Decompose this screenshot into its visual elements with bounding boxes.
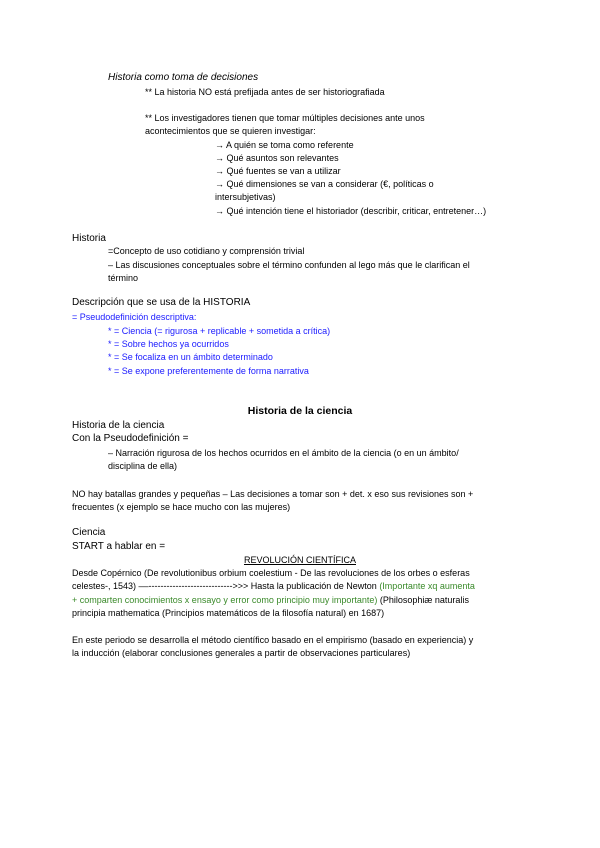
subheading-historia-ciencia: Historia de la ciencia — [72, 420, 165, 431]
pseudodefinicion-label: = Pseudodefinición descriptiva: — [72, 312, 197, 322]
ciencia-label: Ciencia — [72, 527, 106, 538]
narracion-line1: – Narración rigurosa de los hechos ocurridos en el ámbito de la ciencia (o en un ámbito/ — [108, 448, 459, 458]
arrow-item: → Qué dimensiones se van a considerar (€, políticas o — [215, 179, 434, 189]
desde-line1: Desde Copérnico (De revolutionibus orbium coelestium - De las revoluciones de los orbes o esferas — [72, 568, 470, 578]
page-title: Historia de la ciencia — [247, 405, 353, 417]
desde-line2-green: (Importante xq aumenta — [379, 581, 475, 591]
historia-discusiones: – Las discusiones conceptuales sobre el término confunden al lego más que le clarifican el — [108, 260, 470, 270]
arrow-item: → Qué intención tiene el historiador (describir, criticar, entretener…) — [215, 206, 487, 216]
historia-concepto: =Concepto de uso cotidiano y comprensión trivial — [108, 246, 305, 256]
desde-line4: principia mathematica (Principios matemáticos de la filosofía natural) en 1687) — [72, 608, 385, 618]
batallas-line1: NO hay batallas grandes y pequeñas – Las decisiones a tomar son + det. x eso sus revisiones son + — [72, 489, 474, 499]
desde-line2 — [72, 580, 475, 592]
narracion-line2: disciplina de ella) — [108, 461, 178, 471]
revolucion-cientifica-heading: REVOLUCIÓN CIENTÍFICA — [243, 555, 356, 565]
batallas-line2: frecuentes (x ejemplo se hace mucho con las mujeres) — [72, 502, 291, 512]
pseudo-item: * = Se focaliza en un ámbito determinado — [108, 352, 273, 362]
desde-line2-text: celestes-, 1543) ––---------------------------->>> Hasta la publicación de Newton — [72, 581, 380, 591]
arrow-item-continuation: intersubjetivas) — [215, 192, 276, 202]
note-investigadores-line1: ** Los investigadores tienen que tomar múltiples decisiones ante unos — [145, 113, 425, 123]
desde-line3-green: + comparten conocimientos x ensayo y error como principio muy importante) — [72, 595, 378, 605]
pseudo-item: * = Se expone preferentemente de forma narrativa — [108, 366, 309, 376]
note-investigadores-line2: acontecimientos que se quieren investigar: — [145, 126, 316, 136]
arrow-item: → Qué fuentes se van a utilizar — [215, 166, 341, 176]
section-heading-historia: Historia — [72, 233, 106, 244]
start-label: START a hablar en = — [72, 541, 166, 552]
historia-termino: término — [108, 273, 139, 283]
note-prefijada: ** La historia NO está prefijada antes de ser historiografiada — [145, 87, 385, 97]
pseudo-item: * = Ciencia (= rigurosa + replicable + sometida a crítica) — [108, 326, 331, 336]
desde-line3-text: (Philosophiæ naturalis — [377, 595, 469, 605]
desde-line3 — [72, 594, 469, 606]
arrow-item: → Qué asuntos son relevantes — [215, 153, 339, 163]
section-heading-descripcion: Descripción que se usa de la HISTORIA — [72, 297, 251, 308]
section-heading-toma-decisiones: Historia como toma de decisiones — [108, 72, 259, 83]
arrow-item: → A quién se toma como referente — [215, 140, 354, 150]
pseudo-item: * = Sobre hechos ya ocurridos — [108, 339, 229, 349]
periodo-line1: En este periodo se desarrolla el método científico basado en el empirismo (basado en experiencia) y — [72, 635, 474, 645]
periodo-line2: la inducción (elaborar conclusiones generales a partir de observaciones particulares) — [72, 648, 411, 658]
con-pseudodefinicion: Con la Pseudodefinición = — [72, 433, 189, 444]
